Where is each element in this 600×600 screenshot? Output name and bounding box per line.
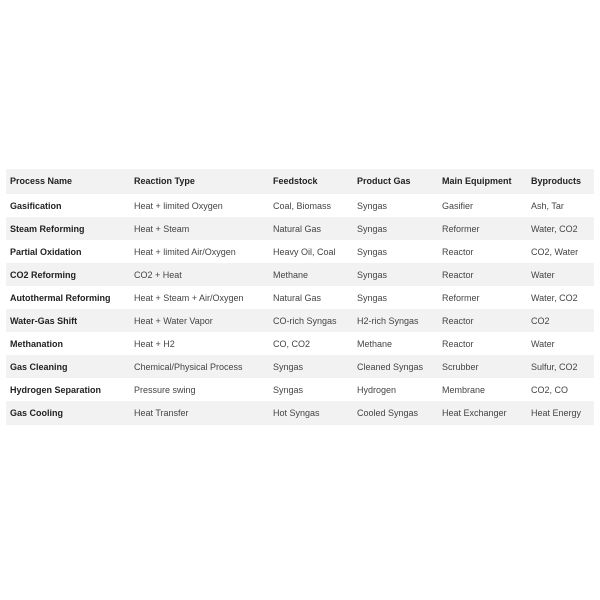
cell-product-gas: Syngas [357,201,388,211]
table-row [6,217,594,240]
cell-feedstock: Syngas [273,385,304,395]
table-row [6,240,594,263]
table-row [6,309,594,332]
cell-reaction-type: CO2 + Heat [134,270,182,280]
cell-reaction-type: Heat + Steam + Air/Oxygen [134,293,244,303]
cell-byproducts: CO2 [531,316,550,326]
cell-byproducts: Ash, Tar [531,201,564,211]
cell-feedstock: Natural Gas [273,224,322,234]
cell-main-equipment: Gasifier [442,201,474,211]
cell-process-name: Gasification [10,201,62,211]
cell-byproducts: Water [531,270,555,280]
cell-main-equipment: Reactor [442,247,474,257]
cell-feedstock: Natural Gas [273,293,322,303]
table-row [6,286,594,309]
table-row [6,263,594,286]
cell-byproducts: Water, CO2 [531,224,578,234]
cell-main-equipment: Reactor [442,270,474,280]
cell-process-name: Water-Gas Shift [10,316,78,326]
cell-process-name: CO2 Reforming [10,270,77,280]
cell-byproducts: Water, CO2 [531,293,578,303]
header-main-equipment: Main Equipment [438,169,527,194]
table-row [6,378,594,401]
cell-reaction-type: Chemical/Physical Process [134,362,243,372]
cell-main-equipment: Heat Exchanger [442,408,507,418]
cell-byproducts: CO2, Water [531,247,579,257]
cell-product-gas: Hydrogen [357,385,397,395]
cell-feedstock: Syngas [273,362,304,372]
cell-main-equipment: Reformer [442,293,480,303]
cell-process-name: Gas Cooling [10,408,64,418]
table-row [6,194,594,217]
cell-reaction-type: Heat + Water Vapor [134,316,213,326]
cell-feedstock: CO-rich Syngas [273,316,337,326]
cell-main-equipment: Reformer [442,224,480,234]
header-process-name: Process Name [6,169,130,194]
cell-byproducts: Sulfur, CO2 [531,362,578,372]
table-body [6,194,594,425]
cell-product-gas: Methane [357,339,393,349]
cell-process-name: Autothermal Reforming [10,293,111,303]
header-byproducts: Byproducts [527,169,594,194]
table-header-row [6,169,594,194]
cell-reaction-type: Heat + Steam [134,224,190,234]
cell-feedstock: Hot Syngas [273,408,320,418]
table-row [6,401,594,425]
cell-process-name: Hydrogen Separation [10,385,102,395]
header-feedstock: Feedstock [269,169,353,194]
cell-product-gas: H2-rich Syngas [357,316,419,326]
cell-main-equipment: Membrane [442,385,486,395]
cell-main-equipment: Reactor [442,316,474,326]
cell-product-gas: Cleaned Syngas [357,362,424,372]
cell-reaction-type: Heat Transfer [134,408,189,418]
cell-feedstock: Heavy Oil, Coal [273,247,336,257]
cell-product-gas: Syngas [357,224,388,234]
cell-product-gas: Syngas [357,293,388,303]
table-row [6,355,594,378]
cell-reaction-type: Pressure swing [134,385,196,395]
cell-reaction-type: Heat + H2 [134,339,175,349]
cell-main-equipment: Reactor [442,339,474,349]
header-reaction-type: Reaction Type [130,169,269,194]
cell-reaction-type: Heat + limited Air/Oxygen [134,247,236,257]
cell-reaction-type: Heat + limited Oxygen [134,201,223,211]
process-table [6,169,594,425]
cell-process-name: Methanation [10,339,63,349]
cell-process-name: Steam Reforming [10,224,85,234]
table-row [6,332,594,355]
cell-feedstock: CO, CO2 [273,339,311,349]
cell-product-gas: Syngas [357,247,388,257]
cell-process-name: Gas Cleaning [10,362,68,372]
cell-product-gas: Cooled Syngas [357,408,419,418]
cell-feedstock: Coal, Biomass [273,201,332,211]
cell-byproducts: Heat Energy [531,408,582,418]
cell-byproducts: CO2, CO [531,385,569,395]
cell-main-equipment: Scrubber [442,362,479,372]
cell-process-name: Partial Oxidation [10,247,82,257]
cell-feedstock: Methane [273,270,309,280]
cell-product-gas: Syngas [357,270,388,280]
header-product-gas: Product Gas [353,169,438,194]
cell-byproducts: Water [531,339,555,349]
